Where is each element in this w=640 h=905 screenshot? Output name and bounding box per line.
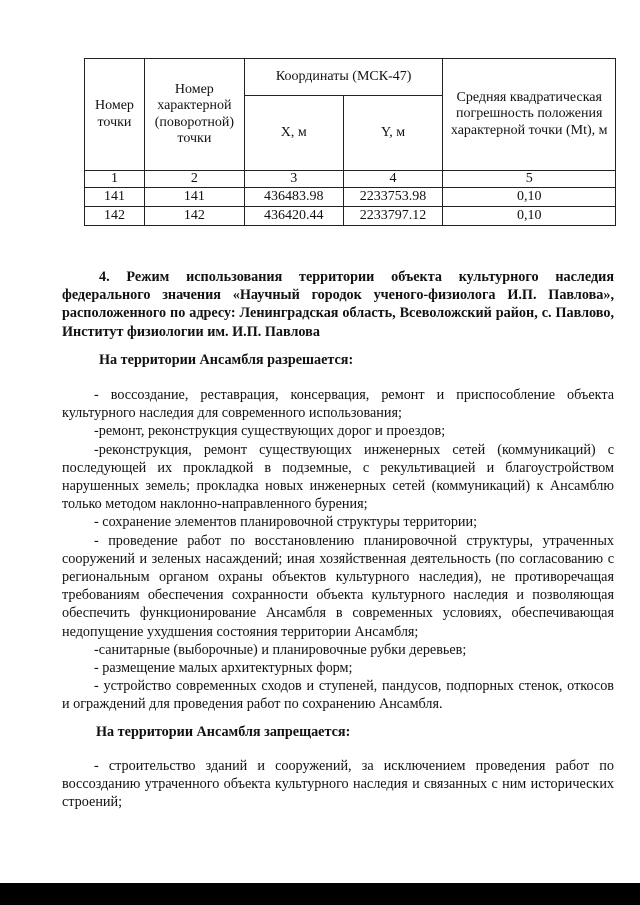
- list-item: -ремонт, реконструкция существующих дорог и проездов;: [94, 423, 446, 440]
- header-point-number: Номер точки: [85, 59, 145, 171]
- scan-bottom-border: [0, 883, 640, 905]
- header-x: X, м: [244, 96, 343, 171]
- list-item: - строительство зданий и сооружений, за исключением проведения работ по воссозданию утраченного объекта культурного наследия и связанных с ним исторических строений;: [62, 758, 614, 811]
- table-row: [85, 207, 616, 226]
- list-item: -реконструкция, ремонт существующих инженерных сетей (коммуникаций) с последующей их прокладкой в подземные, с рекультивацией и благоустройством нарушенных земель; прокладка новых инженерных сетей (коммуникаций) к Ансамблю только методом наклонно-направленного бурения;: [62, 441, 614, 513]
- table-cell: 2233753.98: [343, 188, 443, 207]
- allowed-list: [62, 386, 614, 714]
- list-item: - сохранение элементов планировочной структуры территории;: [94, 514, 478, 531]
- allowed-heading: На территории Ансамбля разрешается:: [99, 352, 354, 368]
- list-item: -санитарные (выборочные) и планировочные рубки деревьев;: [94, 641, 467, 658]
- numbering-cell: 4: [343, 171, 443, 188]
- list-item: - воссоздание, реставрация, консервация, ремонт и приспособление объекта культурного наследия для современного использования;: [62, 387, 614, 422]
- prohibited-list: [62, 757, 614, 812]
- table-cell: 436483.98: [244, 188, 343, 207]
- header-mean-square-error: Средняя квадратическая погрешность положения характерной точки (Mt), м: [443, 59, 616, 171]
- section-heading: 4. Режим использования территории объекта культурного наследия федерального значения «Научный городок ученого-физиолога И.П. Павлова», расположенного по адресу: Ленинградская область, Всеволожский район, с. Павлово, Институт физиологии им. И.П. Павлова: [62, 269, 614, 340]
- table-cell: 0,10: [443, 188, 616, 207]
- table-cell: 436420.44: [244, 207, 343, 226]
- table-cell: 141: [144, 188, 244, 207]
- table-header-row: [85, 59, 616, 96]
- table-cell: 0,10: [443, 207, 616, 226]
- list-item: - устройство современных сходов и ступеней, пандусов, подпорных стенок, откосов и ограждений для проведения работ по сохранению Ансамбля.: [62, 678, 614, 713]
- header-y: Y, м: [343, 96, 443, 171]
- table-cell: 2233797.12: [343, 207, 443, 226]
- table-cell: 142: [144, 207, 244, 226]
- table-cell: 141: [85, 188, 145, 207]
- numbering-cell: 5: [443, 171, 616, 188]
- header-coordinates-group: Координаты (МСК-47): [244, 59, 443, 96]
- numbering-cell: 1: [85, 171, 145, 188]
- header-characteristic-point-number: Номер характерной (поворотной) точки: [144, 59, 244, 171]
- numbering-cell: 3: [244, 171, 343, 188]
- table-cell: 142: [85, 207, 145, 226]
- numbering-cell: 2: [144, 171, 244, 188]
- prohibited-heading: На территории Ансамбля запрещается:: [96, 724, 351, 740]
- table-numbering-row: [85, 171, 616, 188]
- list-item: - проведение работ по восстановлению планировочной структуры, утраченных сооружений и зеленых насаждений; иная хозяйственная деятельность (по согласованию с региональным органом охраны объектов культурного наследия), не противоречащая требованиям обеспечения сохранности объекта культурного наследия и позволяющая обеспечить функционирование Ансамбля в современных условиях, обеспечивающая недопущение ухудшения состояния территории Ансамбля;: [62, 532, 614, 640]
- coordinates-table: [84, 58, 616, 226]
- table-row: [85, 188, 616, 207]
- list-item: - размещение малых архитектурных форм;: [94, 660, 353, 677]
